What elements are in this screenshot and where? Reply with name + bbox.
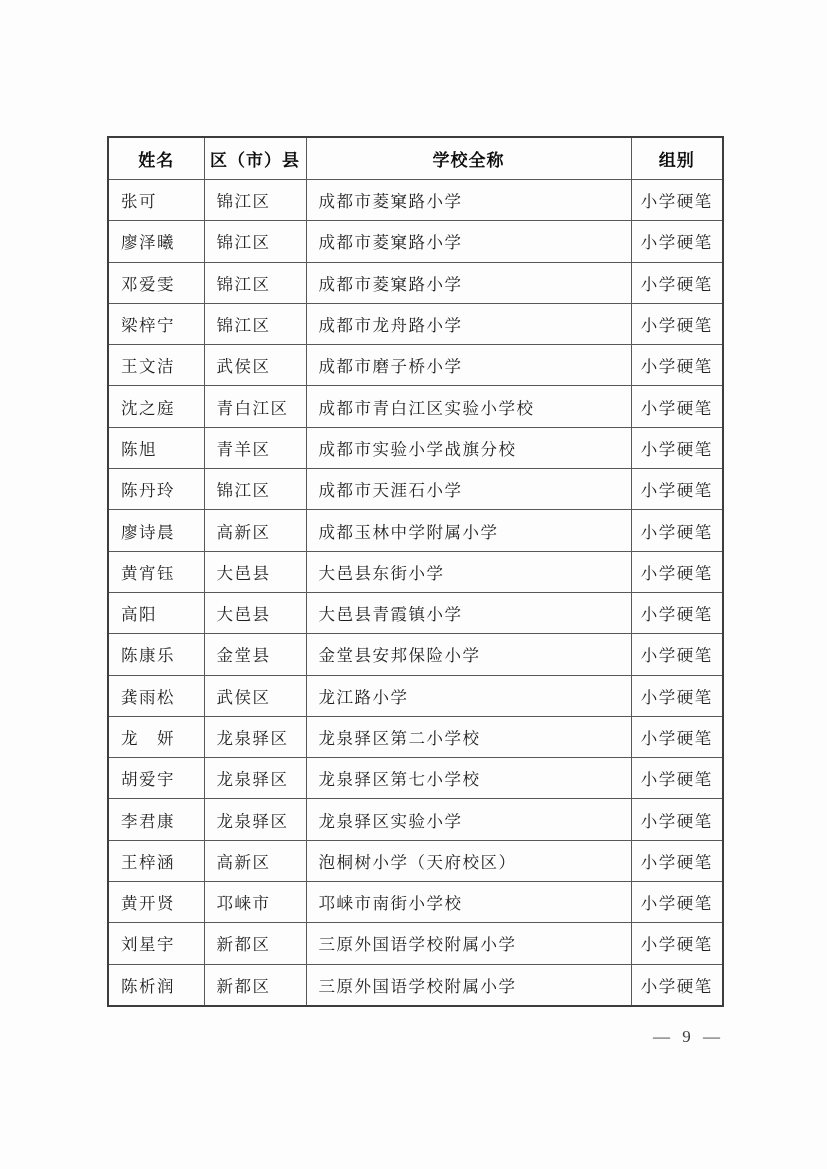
cell-school: 金堂县安邦保险小学 — [306, 634, 631, 675]
cell-district: 龙泉驿区 — [204, 758, 306, 799]
cell-group: 小学硬笔 — [631, 303, 723, 344]
table-row — [108, 882, 723, 923]
cell-group: 小学硬笔 — [631, 882, 723, 923]
cell-name: 张可 — [108, 180, 204, 221]
cell-group: 小学硬笔 — [631, 551, 723, 592]
table-row — [108, 964, 723, 1006]
column-header-district: 区（市）县 — [204, 137, 306, 180]
cell-school: 大邑县青霞镇小学 — [306, 592, 631, 633]
award-roster-table — [107, 136, 724, 1007]
cell-district: 龙泉驿区 — [204, 799, 306, 840]
cell-district: 新都区 — [204, 923, 306, 964]
cell-school: 成都市磨子桥小学 — [306, 345, 631, 386]
cell-district: 青羊区 — [204, 427, 306, 468]
cell-name: 胡爱宇 — [108, 758, 204, 799]
cell-name: 陈丹玲 — [108, 469, 204, 510]
cell-name: 黄开贤 — [108, 882, 204, 923]
cell-name: 陈析润 — [108, 964, 204, 1006]
cell-group: 小学硬笔 — [631, 799, 723, 840]
cell-name: 廖诗晨 — [108, 510, 204, 551]
cell-district: 大邑县 — [204, 592, 306, 633]
table-row — [108, 634, 723, 675]
cell-school: 龙泉驿区实验小学 — [306, 799, 631, 840]
cell-school: 大邑县东街小学 — [306, 551, 631, 592]
header-row — [108, 137, 723, 180]
cell-district: 邛崃市 — [204, 882, 306, 923]
cell-group: 小学硬笔 — [631, 758, 723, 799]
table-row — [108, 180, 723, 221]
cell-group: 小学硬笔 — [631, 675, 723, 716]
cell-district: 锦江区 — [204, 180, 306, 221]
table-row — [108, 551, 723, 592]
cell-district: 高新区 — [204, 510, 306, 551]
cell-group: 小学硬笔 — [631, 469, 723, 510]
cell-name: 邓爱雯 — [108, 262, 204, 303]
cell-group: 小学硬笔 — [631, 262, 723, 303]
cell-district: 锦江区 — [204, 262, 306, 303]
cell-district: 武侯区 — [204, 345, 306, 386]
cell-district: 大邑县 — [204, 551, 306, 592]
cell-group: 小学硬笔 — [631, 716, 723, 757]
cell-school: 龙江路小学 — [306, 675, 631, 716]
cell-school: 邛崃市南街小学校 — [306, 882, 631, 923]
cell-school: 成都市青白江区实验小学校 — [306, 386, 631, 427]
cell-group: 小学硬笔 — [631, 386, 723, 427]
table-row — [108, 427, 723, 468]
table-row — [108, 675, 723, 716]
table-row — [108, 262, 723, 303]
cell-group: 小学硬笔 — [631, 345, 723, 386]
cell-group: 小学硬笔 — [631, 221, 723, 262]
cell-name: 刘星宇 — [108, 923, 204, 964]
table-row — [108, 221, 723, 262]
table-row — [108, 923, 723, 964]
column-header-school: 学校全称 — [306, 137, 631, 180]
column-header-group: 组别 — [631, 137, 723, 180]
table-row — [108, 592, 723, 633]
cell-district: 锦江区 — [204, 221, 306, 262]
cell-school: 泡桐树小学（天府校区） — [306, 840, 631, 881]
table-row — [108, 469, 723, 510]
cell-name: 龚雨松 — [108, 675, 204, 716]
cell-group: 小学硬笔 — [631, 964, 723, 1006]
cell-group: 小学硬笔 — [631, 180, 723, 221]
table-header — [108, 137, 723, 180]
table-row — [108, 840, 723, 881]
cell-school: 成都玉林中学附属小学 — [306, 510, 631, 551]
cell-name: 沈之庭 — [108, 386, 204, 427]
cell-group: 小学硬笔 — [631, 923, 723, 964]
cell-district: 新都区 — [204, 964, 306, 1006]
cell-group: 小学硬笔 — [631, 592, 723, 633]
cell-school: 成都市菱窠路小学 — [306, 262, 631, 303]
cell-name: 陈康乐 — [108, 634, 204, 675]
table-row — [108, 345, 723, 386]
cell-group: 小学硬笔 — [631, 840, 723, 881]
cell-group: 小学硬笔 — [631, 634, 723, 675]
cell-name: 陈旭 — [108, 427, 204, 468]
cell-name: 高阳 — [108, 592, 204, 633]
cell-name: 廖泽曦 — [108, 221, 204, 262]
table-row — [108, 510, 723, 551]
cell-district: 锦江区 — [204, 469, 306, 510]
cell-school: 龙泉驿区第二小学校 — [306, 716, 631, 757]
table-body — [108, 180, 723, 1006]
cell-district: 金堂县 — [204, 634, 306, 675]
cell-group: 小学硬笔 — [631, 427, 723, 468]
cell-name: 李君康 — [108, 799, 204, 840]
cell-school: 成都市天涯石小学 — [306, 469, 631, 510]
cell-name: 王梓涵 — [108, 840, 204, 881]
cell-name: 梁梓宁 — [108, 303, 204, 344]
table-row — [108, 303, 723, 344]
table-row — [108, 799, 723, 840]
cell-district: 锦江区 — [204, 303, 306, 344]
cell-name: 龙 妍 — [108, 716, 204, 757]
cell-name: 黄宵钰 — [108, 551, 204, 592]
cell-group: 小学硬笔 — [631, 510, 723, 551]
cell-school: 三原外国语学校附属小学 — [306, 964, 631, 1006]
cell-district: 高新区 — [204, 840, 306, 881]
cell-district: 武侯区 — [204, 675, 306, 716]
cell-school: 成都市菱窠路小学 — [306, 221, 631, 262]
cell-school: 成都市龙舟路小学 — [306, 303, 631, 344]
cell-district: 龙泉驿区 — [204, 716, 306, 757]
cell-school: 三原外国语学校附属小学 — [306, 923, 631, 964]
cell-school: 龙泉驿区第七小学校 — [306, 758, 631, 799]
cell-school: 成都市实验小学战旗分校 — [306, 427, 631, 468]
cell-district: 青白江区 — [204, 386, 306, 427]
table-row — [108, 758, 723, 799]
table-row — [108, 386, 723, 427]
column-header-name: 姓名 — [108, 137, 204, 180]
cell-name: 王文洁 — [108, 345, 204, 386]
table-row — [108, 716, 723, 757]
cell-school: 成都市菱窠路小学 — [306, 180, 631, 221]
page-number: — 9 — — [653, 1027, 724, 1046]
